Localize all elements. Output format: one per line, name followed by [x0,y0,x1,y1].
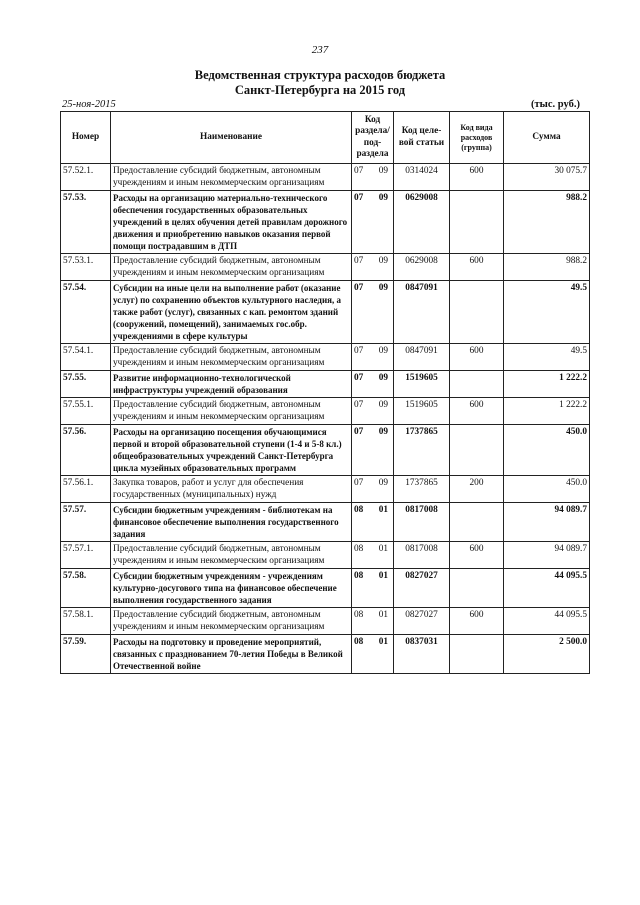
cell-sum: 1 222.2 [504,371,590,398]
cell-section-code [352,164,394,191]
subsection-code: 01 [378,610,388,620]
cell-number: 57.55. [61,371,111,398]
cell-article-code: 0629008 [394,191,450,254]
cell-article-code: 1737865 [394,476,450,503]
cell-number: 57.53. [61,191,111,254]
cell-sum: 44 095.5 [504,608,590,635]
cell-section-code [352,344,394,371]
cell-sum: 49.5 [504,281,590,344]
subsection-code: 09 [378,346,388,356]
cell-article-code: 0827027 [394,569,450,608]
cell-expense-kind [450,635,504,674]
section-code: 07 [354,478,364,488]
cell-number: 57.56. [61,425,111,476]
cell-name: Субсидии бюджетным учреждениям - библиотекам на финансовое обеспечение выполнения государственного задания [111,503,352,542]
subsection-code: 09 [378,478,388,488]
cell-sum: 450.0 [504,476,590,503]
cell-number: 57.54.1. [61,344,111,371]
cell-name: Расходы на подготовку и проведение мероприятий, связанных с празднованием 70-летия Победы в Великой Отечественной войне [111,635,352,674]
subsection-code: 09 [378,193,388,203]
cell-number: 57.53.1. [61,254,111,281]
table-row [61,503,590,542]
table-row [61,371,590,398]
cell-section-code [352,254,394,281]
header-name: Наименование [111,112,352,164]
header-sum: Сумма [504,112,590,164]
cell-expense-kind [450,191,504,254]
cell-section-code [352,398,394,425]
cell-article-code: 0817008 [394,503,450,542]
cell-section-code [352,569,394,608]
cell-sum: 1 222.2 [504,398,590,425]
cell-sum: 94 089.7 [504,503,590,542]
title-line-2: Санкт-Петербурга на 2015 год [234,83,406,97]
cell-name: Предоставление субсидий бюджетным, автономным учреждениям и иным некоммерческим организациям [111,542,352,569]
cell-expense-kind: 600 [450,344,504,371]
section-code: 08 [354,571,364,581]
cell-expense-kind: 600 [450,542,504,569]
section-code: 07 [354,346,364,356]
section-code: 07 [354,193,364,203]
section-code: 08 [354,505,364,515]
document-title [0,68,640,98]
section-code: 07 [354,373,364,383]
cell-sum: 988.2 [504,191,590,254]
cell-section-code [352,635,394,674]
subsection-code: 01 [378,544,388,554]
table-row [61,635,590,674]
cell-name: Предоставление субсидий бюджетным, автономным учреждениям и иным некоммерческим организациям [111,398,352,425]
title-line-1: Ведомственная структура расходов бюджета [194,68,446,82]
budget-table [60,111,590,674]
cell-article-code: 0847091 [394,344,450,371]
cell-number: 57.58. [61,569,111,608]
cell-name: Расходы на организацию материально-технического обеспечения государственных образовательных учреждений в целях обучения детей правилам дорожного движения и приобретению навыков оказания первой помощи пострадавшим в ДТП [111,191,352,254]
cell-section-code [352,281,394,344]
cell-section-code [352,542,394,569]
cell-number: 57.54. [61,281,111,344]
table-row [61,164,590,191]
cell-number: 57.57.1. [61,542,111,569]
document-date: 25-ноя-2015 [62,99,116,110]
section-code: 07 [354,256,364,266]
cell-name: Закупка товаров, работ и услуг для обеспечения государственных (муниципальных) нужд [111,476,352,503]
cell-expense-kind [450,281,504,344]
subsection-code: 01 [378,637,388,647]
cell-name: Предоставление субсидий бюджетным, автономным учреждениям и иным некоммерческим организациям [111,608,352,635]
cell-expense-kind [450,569,504,608]
table-row [61,569,590,608]
table-row [61,542,590,569]
cell-number: 57.56.1. [61,476,111,503]
cell-article-code: 0314024 [394,164,450,191]
cell-sum: 2 500.0 [504,635,590,674]
cell-expense-kind [450,425,504,476]
cell-section-code [352,608,394,635]
cell-expense-kind: 600 [450,398,504,425]
cell-sum: 988.2 [504,254,590,281]
cell-article-code: 1519605 [394,371,450,398]
table-row [61,398,590,425]
header-article-code: Код целе-вой статьи [394,112,450,164]
cell-article-code: 0827027 [394,608,450,635]
table-row [61,608,590,635]
table-row [61,281,590,344]
units-label: (тыс. руб.) [531,99,580,110]
cell-expense-kind [450,371,504,398]
cell-article-code: 0837031 [394,635,450,674]
cell-sum: 44 095.5 [504,569,590,608]
section-code: 07 [354,400,364,410]
subsection-code: 01 [378,505,388,515]
subsection-code: 09 [378,166,388,176]
header-expense-kind: Код вида расходов (группа) [450,112,504,164]
cell-article-code: 1519605 [394,398,450,425]
subsection-code: 09 [378,283,388,293]
cell-number: 57.55.1. [61,398,111,425]
cell-section-code [352,191,394,254]
cell-expense-kind: 600 [450,608,504,635]
section-code: 07 [354,283,364,293]
subsection-code: 09 [378,400,388,410]
cell-number: 57.59. [61,635,111,674]
cell-section-code [352,503,394,542]
cell-section-code [352,476,394,503]
cell-article-code: 0629008 [394,254,450,281]
section-code: 08 [354,637,364,647]
table-row [61,425,590,476]
header-number: Номер [61,112,111,164]
section-code: 08 [354,610,364,620]
cell-expense-kind [450,503,504,542]
cell-expense-kind: 200 [450,476,504,503]
cell-name: Развитие информационно-технологической инфраструктуры учреждений образования [111,371,352,398]
header-section-code: Код раздела/ под-раздела [352,112,394,164]
cell-expense-kind: 600 [450,164,504,191]
cell-sum: 94 089.7 [504,542,590,569]
cell-name: Субсидии бюджетным учреждениям - учреждениям культурно-досугового типа на финансовое обеспечение выполнения государственного задания [111,569,352,608]
cell-sum: 30 075.7 [504,164,590,191]
subsection-code: 01 [378,571,388,581]
cell-section-code [352,425,394,476]
table-row [61,476,590,503]
cell-article-code: 1737865 [394,425,450,476]
table-row [61,344,590,371]
cell-name: Предоставление субсидий бюджетным, автономным учреждениям и иным некоммерческим организациям [111,164,352,191]
subsection-code: 09 [378,256,388,266]
subsection-code: 09 [378,373,388,383]
cell-article-code: 0847091 [394,281,450,344]
cell-sum: 49.5 [504,344,590,371]
cell-sum: 450.0 [504,425,590,476]
table-row [61,254,590,281]
page-number: 237 [311,44,329,56]
section-code: 07 [354,166,364,176]
cell-number: 57.57. [61,503,111,542]
cell-article-code: 0817008 [394,542,450,569]
cell-name: Расходы на организацию посещения обучающимися первой и второй образовательной ступени (1-4 и 5-8 кл.) общеобразовательных учреждений Санкт-Петербурга цикла музейных образовательных программ [111,425,352,476]
table-row [61,191,590,254]
section-code: 08 [354,544,364,554]
cell-number: 57.58.1. [61,608,111,635]
cell-name: Субсидии на иные цели на выполнение работ (оказание услуг) по сохранению объектов культурного наследия, а также работ (услуг), связанных с кап. ремонтом зданий (сооружений, помещений), занимаемых гос.обр. учреждениями в сфере культуры [111,281,352,344]
cell-section-code [352,371,394,398]
cell-number: 57.52.1. [61,164,111,191]
cell-expense-kind: 600 [450,254,504,281]
table-header-row [61,112,590,164]
section-code: 07 [354,427,364,437]
cell-name: Предоставление субсидий бюджетным, автономным учреждениям и иным некоммерческим организациям [111,344,352,371]
cell-name: Предоставление субсидий бюджетным, автономным учреждениям и иным некоммерческим организациям [111,254,352,281]
subsection-code: 09 [378,427,388,437]
